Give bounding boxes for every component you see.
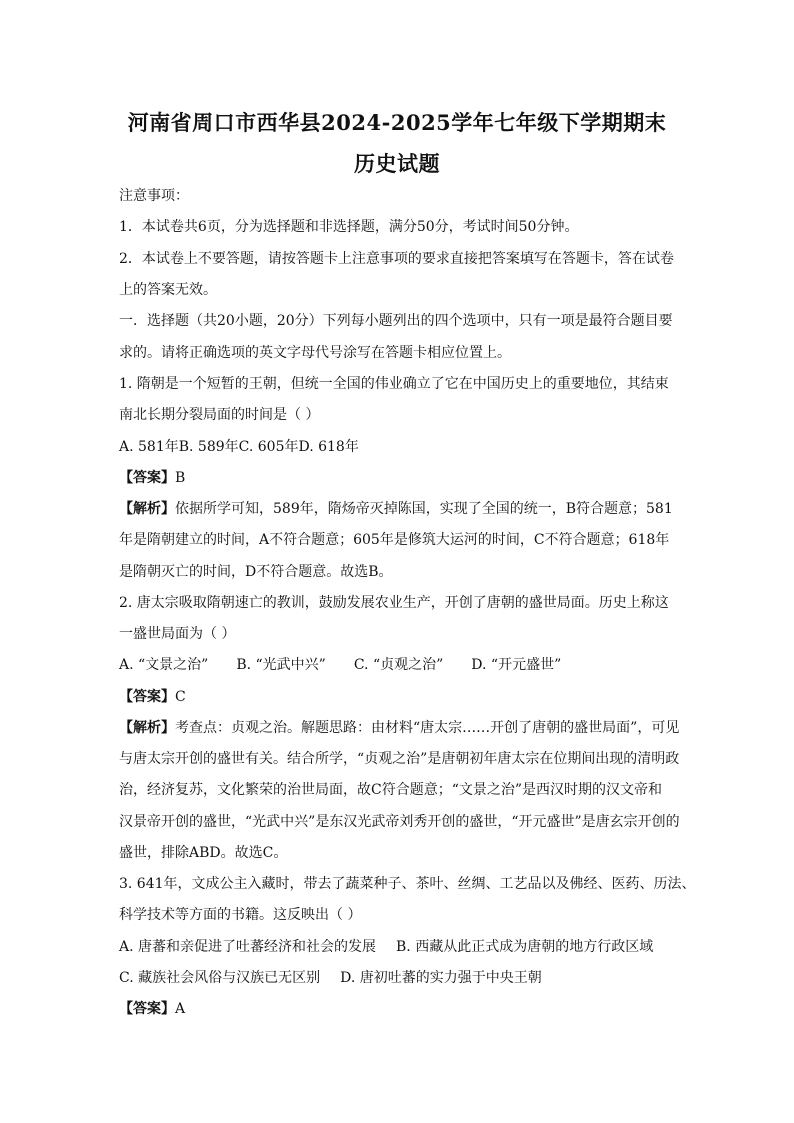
q2-stem-line-2: 一盛世局面为（ ） bbox=[119, 626, 236, 642]
analysis-text: 依据所学可知，589年，隋炀帝灭掉陈国，实现了全国的统一，B符合题意；581 bbox=[175, 501, 673, 517]
note-2-line-2: 上的答案无效。 bbox=[119, 282, 217, 298]
answer-value: A bbox=[175, 1001, 186, 1017]
q2-option-d: D. “开元盛世” bbox=[471, 657, 562, 673]
q1-stem-line-1: 1. 隋朝是一个短暂的王朝，但统一全国的伟业确立了它在中国历史上的重要地位，其结束 bbox=[119, 376, 669, 392]
q2-option-c: C. “贞观之治” bbox=[353, 657, 444, 673]
section-1-instructions-line-1: 一．选择题（共20小题，20分）下列每小题列出的四个选项中，只有一项是最符合题目要 bbox=[119, 313, 673, 329]
q1-analysis-line-3: 是隋朝灭亡的时间，D不符合题意。故选B。 bbox=[119, 564, 393, 580]
analysis-tag: 【解析】 bbox=[119, 501, 175, 517]
q2-analysis-line-4: 汉景帝开创的盛世，“光武中兴”是东汉光武帝刘秀开创的盛世，“开元盛世”是唐玄宗开创的 bbox=[119, 814, 680, 830]
q2-options bbox=[119, 656, 679, 674]
section-1-instructions-line-2: 求的。请将正确选项的英文字母代号涂写在答题卡相应位置上。 bbox=[119, 345, 511, 361]
exam-subtitle: 历史试题 bbox=[354, 151, 440, 176]
note-2-line-1: 2．本试卷上不要答题，请按答题卡上注意事项的要求直接把答案填写在答题卡，答在试卷 bbox=[119, 251, 674, 267]
q2-option-a: A. “文景之治” bbox=[119, 657, 209, 673]
note-1: 1．本试卷共6页，分为选择题和非选择题，满分50分，考试时间50分钟。 bbox=[119, 219, 579, 235]
q1-stem-line-2: 南北长期分裂局面的时间是（ ） bbox=[119, 407, 320, 423]
q2-stem-line-1: 2. 唐太宗吸取隋朝速亡的教训，鼓励发展农业生产，开创了唐朝的盛世局面。历史上称这 bbox=[119, 595, 669, 611]
answer-tag: 【答案】 bbox=[119, 689, 175, 705]
q3-stem-line-1: 3. 641年，文成公主入藏时，带去了蔬菜种子、茶叶、丝绸、工艺品以及佛经、医药、历法、 bbox=[119, 876, 696, 892]
answer-tag: 【答案】 bbox=[119, 470, 175, 486]
answer-tag: 【答案】 bbox=[119, 1001, 175, 1017]
q1-options: A. 581年B. 589年C. 605年D. 618年 bbox=[119, 439, 359, 455]
q3-options-row-1 bbox=[119, 938, 679, 956]
q3-stem-line-2: 科学技术等方面的书籍。这反映出（ ） bbox=[119, 907, 362, 923]
q3-options-row-2 bbox=[119, 969, 679, 987]
answer-value: B bbox=[175, 470, 186, 486]
q3-option-d: D. 唐初吐蕃的实力强于中央王朝 bbox=[340, 970, 542, 986]
analysis-tag: 【解析】 bbox=[119, 720, 175, 736]
q2-option-b: B. “光武中兴” bbox=[236, 657, 326, 673]
q3-option-c: C. 藏族社会风俗与汉族已无区别 bbox=[119, 970, 321, 986]
q2-analysis-line-2: 与唐太宗开创的盛世有关。结合所学，“贞观之治”是唐朝初年唐太宗在位期间出现的清明政 bbox=[119, 751, 680, 767]
q1-analysis-line-1 bbox=[119, 500, 679, 518]
answer-value: C bbox=[175, 689, 186, 705]
q2-answer bbox=[119, 688, 679, 706]
q2-analysis-line-1 bbox=[119, 719, 679, 737]
analysis-text: 考查点：贞观之治。解题思路：由材料“唐太宗……开创了唐朝的盛世局面”，可见 bbox=[175, 720, 680, 736]
q3-option-b: B. 西藏从此正式成为唐朝的地方行政区域 bbox=[396, 939, 654, 955]
q1-answer bbox=[119, 469, 679, 487]
q3-answer bbox=[119, 1000, 679, 1018]
notes-heading: 注意事项： bbox=[119, 188, 189, 204]
q1-analysis-line-2: 年是隋朝建立的时间，A不符合题意；605年是修筑大运河的时间，C不符合题意；618年 bbox=[119, 532, 670, 548]
q2-analysis-line-5: 盛世，排除ABD。故选C。 bbox=[119, 845, 288, 861]
exam-title: 河南省周口市西华县2024-2025学年七年级下学期期末 bbox=[127, 110, 667, 135]
q2-analysis-line-3: 治，经济复苏，文化繁荣的治世局面，故C符合题意；“文景之治”是西汉时期的汉文帝和 bbox=[119, 782, 663, 798]
q3-option-a: A. 唐蕃和亲促进了吐蕃经济和社会的发展 bbox=[119, 939, 377, 955]
